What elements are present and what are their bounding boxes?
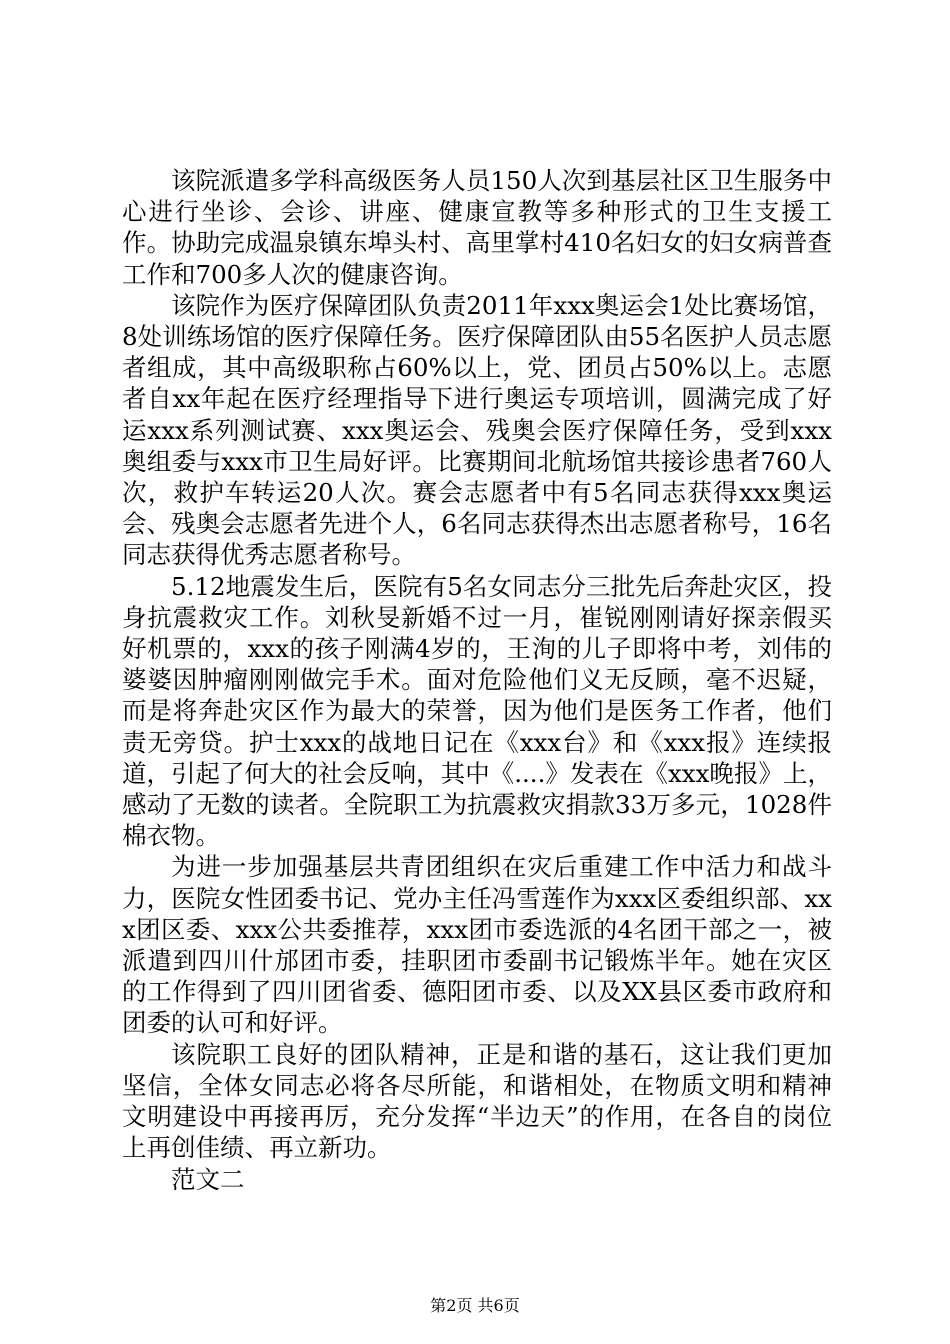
section-heading-sample-two: 范文二	[171, 1164, 245, 1194]
paragraph-team-spirit: 该院职工良好的团队精神，正是和谐的基石，这让我们更加坚信，全体女同志必将各尽所能，和谐相处，在物质文明和精神文明建设中再接再厉，充分发挥“半边天”的作用，在各自的岗位上再创佳绩、再立新功。	[122, 1039, 832, 1163]
paragraph-olympics-medical: 该院作为医疗保障团队负责2011年xxx奥运会1处比赛场馆，8处训练场馆的医疗保障任务。医疗保障团队由55名医护人员志愿者组成，其中高级职称占60%以上，党、团员占50%以上。志愿者自xx年起在医疗经理指导下进行奥运专项培训，圆满完成了好运xxx系列测试赛、xxx奥运会、残奥会医疗保障任务，受到xxx奥组委与xxx市卫生局好评。比赛期间北航场馆共接诊患者760人次，救护车转运20人次。赛会志愿者中有5名同志获得xxx奥运会、残奥会志愿者先进个人，6名同志获得杰出志愿者称号，16名同志获得优秀志愿者称号。	[122, 290, 832, 570]
document-body	[122, 165, 832, 1195]
page-number-footer: 第2页 共6页	[430, 1296, 520, 1315]
paragraph-earthquake-relief: 5.12地震发生后，医院有5名女同志分三批先后奔赴灾区，投身抗震救灾工作。刘秋旻新婚不过一月，崔锐刚刚请好探亲假买好机票的，xxx的孩子刚满4岁的，王洵的儿子即将中考，刘伟的婆婆因肿瘤刚刚做完手术。面对危险他们义无反顾，毫不迟疑，而是将奔赴灾区作为最大的荣誉，因为他们是医务工作者，他们责无旁贷。护士xxx的战地日记在《xxx台》和《xxx报》连续报道，引起了何大的社会反响，其中《....》发表在《xxx晚报》上，感动了无数的读者。全院职工为抗震救灾捐款33万多元，1028件棉衣物。	[122, 571, 832, 851]
paragraph-reconstruction: 为进一步加强基层共青团组织在灾后重建工作中活力和战斗力，医院女性团委书记、党办主任冯雪莲作为xxx区委组织部、xxx团区委、xxx公共委推荐，xxx团市委选派的4名团干部之一，被派遣到四川什邡团市委，挂职团市委副书记锻炼半年。她在灾区的工作得到了四川团省委、德阳团市委、以及XX县区委市政府和团委的认可和好评。	[122, 852, 832, 1038]
paragraph-outreach: 该院派遣多学科高级医务人员150人次到基层社区卫生服务中心进行坐诊、会诊、讲座、健康宣教等多种形式的卫生支援工作。协助完成温泉镇东埠头村、高里掌村410名妇女的妇女病普查工作和700多人次的健康咨询。	[122, 166, 832, 289]
